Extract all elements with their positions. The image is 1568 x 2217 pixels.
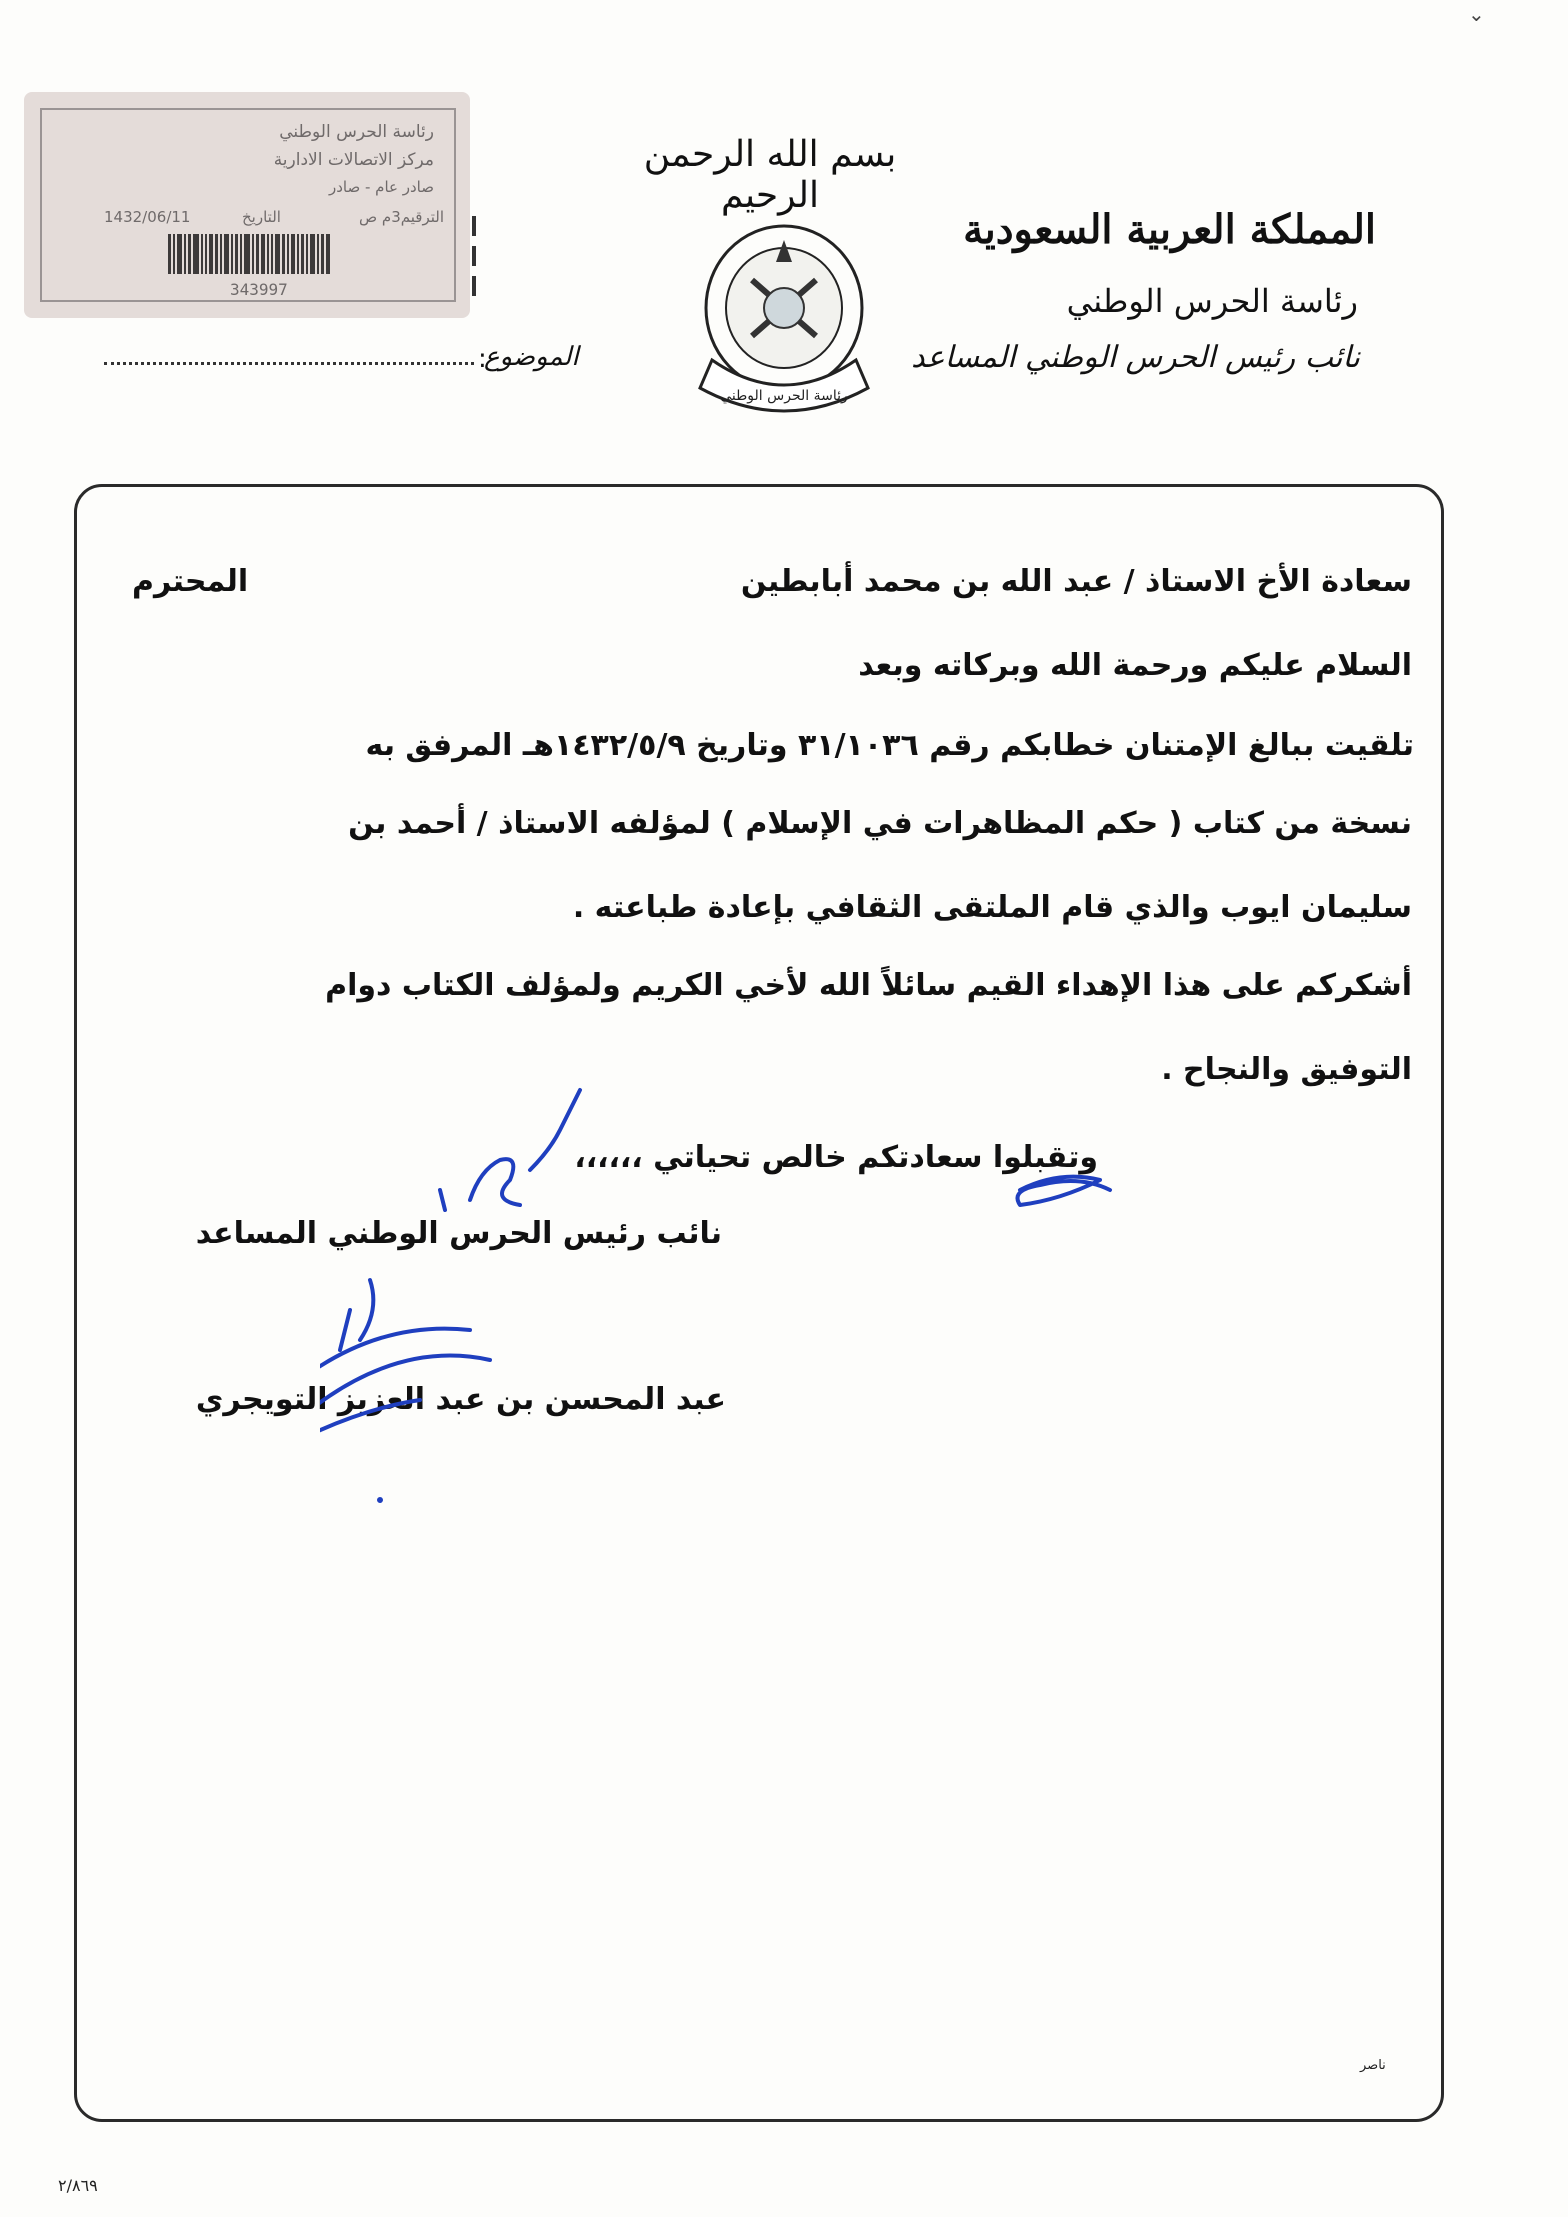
stamp-center: مركز الاتصالات الادارية xyxy=(273,150,434,170)
subject-field xyxy=(104,362,474,365)
subject-label: الموضوع xyxy=(484,342,579,372)
paragraph-line: التوفيق والنجاح . xyxy=(1161,1052,1412,1087)
paragraph-line: أشكركم على هذا الإهداء القيم سائلاً الله لأخي الكريم ولمؤلف الكتاب دوام xyxy=(325,968,1412,1003)
barcode xyxy=(168,234,338,274)
kingdom-title: المملكة العربية السعودية xyxy=(963,206,1376,253)
greeting: السلام عليكم ورحمة الله وبركاته وبعد xyxy=(858,648,1412,683)
signatory-title: نائب رئيس الحرس الوطني المساعد xyxy=(195,1216,722,1251)
page-number: ٢/٨٦٩ xyxy=(58,2176,98,2195)
stamp-tracking-label: الترقيم3م ص xyxy=(359,208,444,226)
signatory-name: عبد المحسن بن عبد العزيز التويجري xyxy=(195,1382,726,1417)
closing: وتقبلوا سعادتكم خالص تحياتي ،،،،،، xyxy=(574,1140,1098,1175)
honorific: المحترم xyxy=(132,564,249,599)
registration-stamp xyxy=(24,92,470,318)
salutation: سعادة الأخ الاستاذ / عبد الله بن محمد أبابطين xyxy=(740,564,1412,599)
typist-note: ناصر xyxy=(1360,2058,1386,2073)
paragraph-line: نسخة من كتاب ( حكم المظاهرات في الإسلام ) لمؤلفه الاستاذ / أحمد بن xyxy=(348,806,1412,841)
barcode-number: 343997 xyxy=(230,280,288,299)
stamp-org: رئاسة الحرس الوطني xyxy=(279,122,434,142)
emblem-icon xyxy=(672,210,896,430)
department-title: رئاسة الحرس الوطني xyxy=(1066,282,1358,320)
corner-mark: ⌄ xyxy=(1468,2,1485,26)
stamp-date-label: التاريخ xyxy=(242,208,281,226)
deputy-title: نائب رئيس الحرس الوطني المساعد xyxy=(911,340,1360,375)
reference-marks xyxy=(472,216,482,326)
paragraph-line: تلقيت ببالغ الإمتنان خطابكم رقم ٣١/١٠٣٦ وتاريخ ١٤٣٢/٥/٩هـ المرفق به xyxy=(365,728,1414,763)
subject-colon: : xyxy=(478,344,487,374)
emblem-ribbon-text: رئاسة الحرس الوطني xyxy=(720,388,848,404)
stamp-date: 1432/06/11 xyxy=(104,208,191,226)
stamp-frame xyxy=(40,108,456,302)
paragraph-line: سليمان ايوب والذي قام الملتقى الثقافي بإعادة طباعته . xyxy=(572,890,1412,925)
stamp-type: صادر عام - صادر xyxy=(329,178,434,196)
basmala: بسم الله الرحمن الرحيم xyxy=(643,134,897,216)
